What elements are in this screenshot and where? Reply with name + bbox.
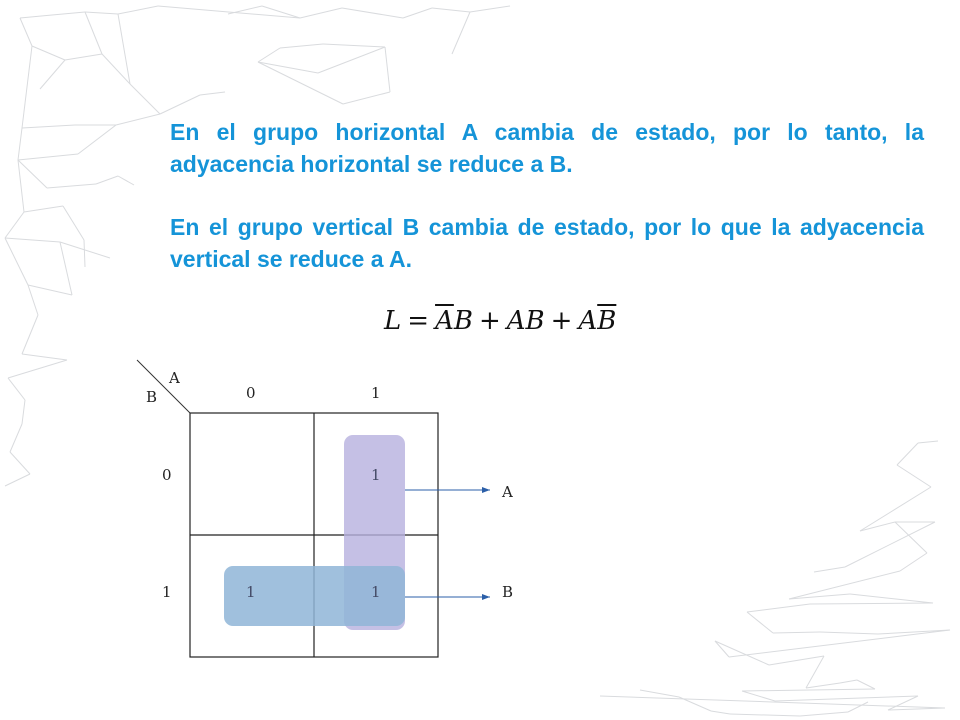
formula-term1-a-bar: $\overline{A}$ <box>435 306 454 336</box>
row-header-1: 1 <box>162 583 172 601</box>
cell-r1-c1: 1 <box>371 583 381 601</box>
formula-term1-b: B <box>453 306 473 336</box>
vertical-group-explanation: En el grupo vertical B cambia de estado, por lo que la adyacencia vertical se reduce a A. <box>170 214 924 272</box>
cell-r0-c1: 1 <box>371 466 381 484</box>
formula-plus-2: + <box>550 306 573 336</box>
horizontal-group-result: B <box>502 583 514 601</box>
row-header-0: 0 <box>162 466 172 484</box>
formula-term3-a: A <box>578 306 598 336</box>
vertical-group-result: A <box>502 483 513 501</box>
column-header-0: 0 <box>246 384 256 402</box>
formula-term3-b-bar: $\overline{B}$ <box>597 306 617 336</box>
formula-plus-1: + <box>478 306 501 336</box>
formula-equals: = <box>407 306 430 336</box>
column-variable-label: A <box>169 369 180 387</box>
column-header-1: 1 <box>371 384 381 402</box>
formula-term2: AB <box>506 306 545 336</box>
formula-lhs: L <box>384 306 402 336</box>
header-diagonal <box>137 360 190 413</box>
horizontal-group-explanation: En el grupo horizontal A cambia de estado, por lo tanto, la adyacencia horizontal se reduce a B. <box>170 119 924 177</box>
cell-r1-c0: 1 <box>246 583 256 601</box>
row-variable-label: B <box>146 388 158 406</box>
